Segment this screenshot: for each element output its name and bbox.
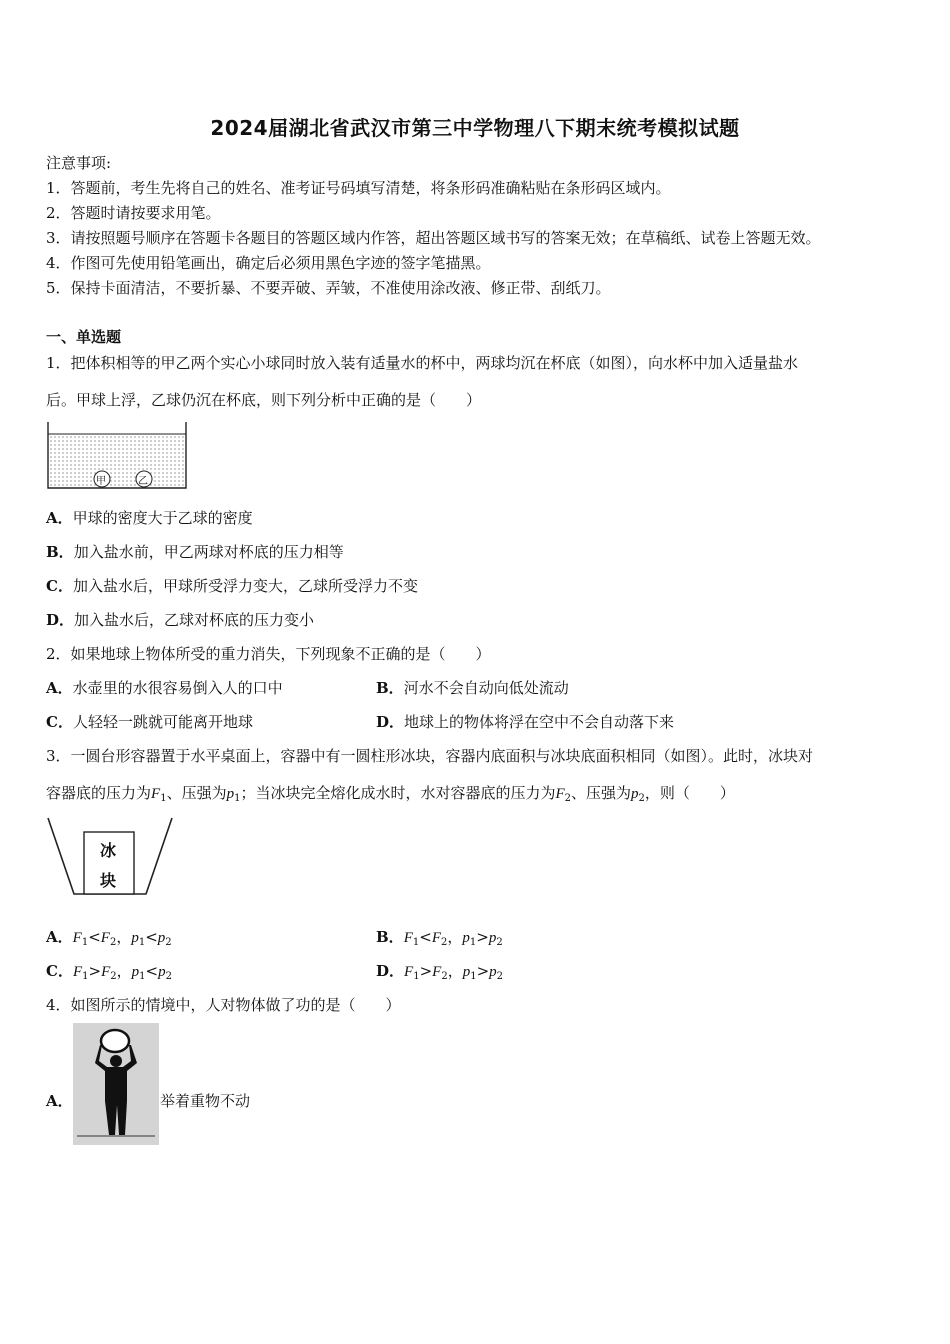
notice-heading: 注意事项: <box>46 154 112 172</box>
q2-option-c: C．人轻轻一跳就可能离开地球 <box>46 713 253 731</box>
q3-option-d: D．$F_1>F_2$，$p_1>p_2$ <box>376 962 504 982</box>
q3-option-c: C．$F_1>F_2$，$p_1<p_2$ <box>46 962 172 982</box>
notice-item: 1．答题前，考生先将自己的姓名、准考证号码填写清楚，将条形码准确粘贴在条形码区域内。 <box>46 179 671 197</box>
ice-label-top: 冰 <box>100 841 117 860</box>
question-3-stem-line2: 容器底的压力为$F_1$、压强为$p_1$；当冰块完全熔化成水时，水对容器底的压力为$F_2$、压强为$p_2$，则（ ） <box>46 784 735 804</box>
q2-option-d: D．地球上的物体将浮在空中不会自动落下来 <box>376 713 675 731</box>
question-1-stem-line2: 后。甲球上浮，乙球仍沉在杯底，则下列分析中正确的是（ ） <box>46 391 482 409</box>
ball-jia-label: 甲 <box>96 476 106 487</box>
q1-option-c: C．加入盐水后，甲球所受浮力变大，乙球所受浮力不变 <box>46 577 418 595</box>
q1-option-a: A．甲球的密度大于乙球的密度 <box>46 509 253 527</box>
notice-item: 2．答题时请按要求用笔。 <box>46 204 221 222</box>
q1-option-b: B．加入盐水前，甲乙两球对杯底的压力相等 <box>46 543 344 561</box>
q1-option-d: D．加入盐水后，乙球对杯底的压力变小 <box>46 611 315 629</box>
question-2-stem: 2．如果地球上物体所受的重力消失，下列现象不正确的是（ ） <box>46 645 491 663</box>
question-4-stem: 4．如图所示的情境中，人对物体做了功的是（ ） <box>46 996 401 1014</box>
notice-item: 4．作图可先使用铅笔画出，确定后必须用黑色字迹的签字笔描黑。 <box>46 254 491 272</box>
q2-option-a: A．水壶里的水很容易倒入人的口中 <box>46 679 283 697</box>
q4-option-a-label: A． <box>46 1092 73 1110</box>
section-heading: 一、单选题 <box>46 328 122 346</box>
q3-option-a: A．$F_1<F_2$，$p_1<p_2$ <box>46 928 172 948</box>
notice-item: 5．保持卡面清洁，不要折暴、不要弄破、弄皱，不准使用涂改液、修正带、刮纸刀。 <box>46 279 611 297</box>
q3-option-b: B．$F_1<F_2$，$p_1>p_2$ <box>376 928 503 948</box>
question-3-stem-line1: 3．一圆台形容器置于水平桌面上，容器中有一圆柱形冰块，容器内底面积与冰块底面积相同（如图）。此时，冰块对 <box>46 747 814 765</box>
ball-yi-label: 乙 <box>138 476 148 487</box>
page-title: 2024届湖北省武汉市第三中学物理八下期末统考模拟试题 <box>210 116 740 140</box>
held-object <box>101 1030 129 1052</box>
q4-option-a-text: 举着重物不动 <box>160 1092 251 1110</box>
question-1-stem-line1: 1．把体积相等的甲乙两个实心小球同时放入装有适量水的杯中，两球均沉在杯底（如图），向水杯中加入适量盐水 <box>46 354 799 372</box>
q2-option-b: B．河水不会自动向低处流动 <box>376 679 569 697</box>
notice-item: 3．请按照题号顺序在答题卡各题目的答题区域内作答，超出答题区域书写的答案无效；在草稿纸、试卷上答题无效。 <box>46 229 821 247</box>
ice-label-bottom: 块 <box>100 871 117 890</box>
beaker-figure <box>46 420 188 492</box>
person-holding-weight-figure <box>73 1023 159 1145</box>
